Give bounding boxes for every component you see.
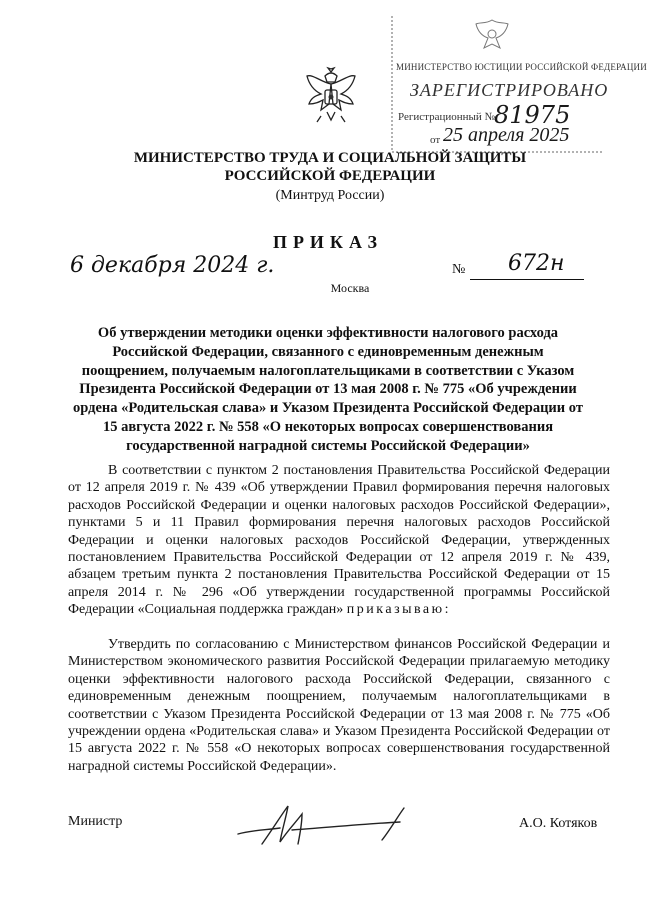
- body-paragraph-1: [68, 462, 610, 619]
- signatory-name: А.О. Котяков: [519, 816, 598, 831]
- stamp-date-label: от: [430, 134, 441, 146]
- document-number: 672н: [508, 251, 565, 276]
- document-number-underline: [470, 279, 584, 280]
- signatory-role: Министр: [68, 814, 123, 829]
- stamp-organization: МИНИСТЕРСТВО ЮСТИЦИИ РОССИЙСКОЙ ФЕДЕРАЦИИ: [396, 62, 647, 72]
- order-word: приказываю:: [346, 602, 451, 618]
- document-title: ПРИКАЗ: [272, 232, 384, 252]
- document-number-label: №: [452, 262, 466, 277]
- stamp-date: 25 апреля 2025: [443, 124, 570, 146]
- ministry-name-line1: МИНИСТЕРСТВО ТРУДА И СОЦИАЛЬНОЙ ЗАЩИТЫ: [133, 150, 527, 166]
- ministry-short-name: (Минтруд России): [275, 188, 385, 203]
- body-paragraph-1-text: В соответствии с пунктом 2 постановления Правительства Российской Федерации от 12 апреля 2019 г. № 439 «Об утверждении Правил формирования перечня налоговых расходов Российской Федерации и оценки налоговых расходов Российской Федерации», пунктами 5 и 11 Правил формирования перечня налоговых расходов Российской Федерации и оценки налоговых расходов Российской Федерации, утвержденных постановлением Правительства Российской Федерации от 12 апреля 2019 г. № 439, абзацем третьим пункта 2 постановления Правительства Российской Федерации от 15 апреля 2014 г. № 296 «Об утверждении государственной программы Российской Федерации «Социальная поддержка граждан»: [68, 463, 610, 618]
- document-date: 6 декабря 2024 г.: [70, 253, 275, 278]
- body-paragraph-2: Утвердить по согласованию с Министерством финансов Российской Федерации и Министерством экономического развития Российской Федерации прилагаемую методику оценки эффективности налогового расхода Российской Федерации, связанного с единовременным денежным поощрением, получаемым налогоплательщиками в соответствии с Указом Президента Российской Федерации от 13 мая 2008 г. № 775 «Об учреждении ордена «Родительская слава» и Указом Президента Российской Федерации от 15 августа 2022 г. № 558 «О некоторых вопросах совершенствования государственной наградной системы Российской Федерации».: [68, 637, 610, 774]
- stamp-registered-label: ЗАРЕГИСТРИРОВАНО: [410, 80, 609, 100]
- stamp-reg-number: 81975: [494, 101, 571, 129]
- coat-of-arms-emblem: [303, 66, 359, 128]
- ministry-name-line2: РОССИЙСКОЙ ФЕДЕРАЦИИ: [224, 168, 436, 184]
- stamp-reg-number-label: Регистрационный №: [398, 111, 496, 123]
- document-subject: Об утверждении методики оценки эффективности налогового расхода Российской Федерации, связанного с единовременным денежным поощрением, получаемым налогоплательщиками в соответствии с Указом Президента Российской Федерации от 13 мая 2008 г. № 775 «Об учреждении ордена «Родительская слава» и Указом Президента Российской Федерации от 15 августа 2022 г. № 558 «О некоторых вопросах совершенствования государственной наградной системы Российской Федерации»: [73, 325, 583, 454]
- handwritten-signature: [232, 800, 422, 852]
- stamp-emblem-icon: [470, 14, 514, 58]
- document-city: Москва: [330, 281, 370, 295]
